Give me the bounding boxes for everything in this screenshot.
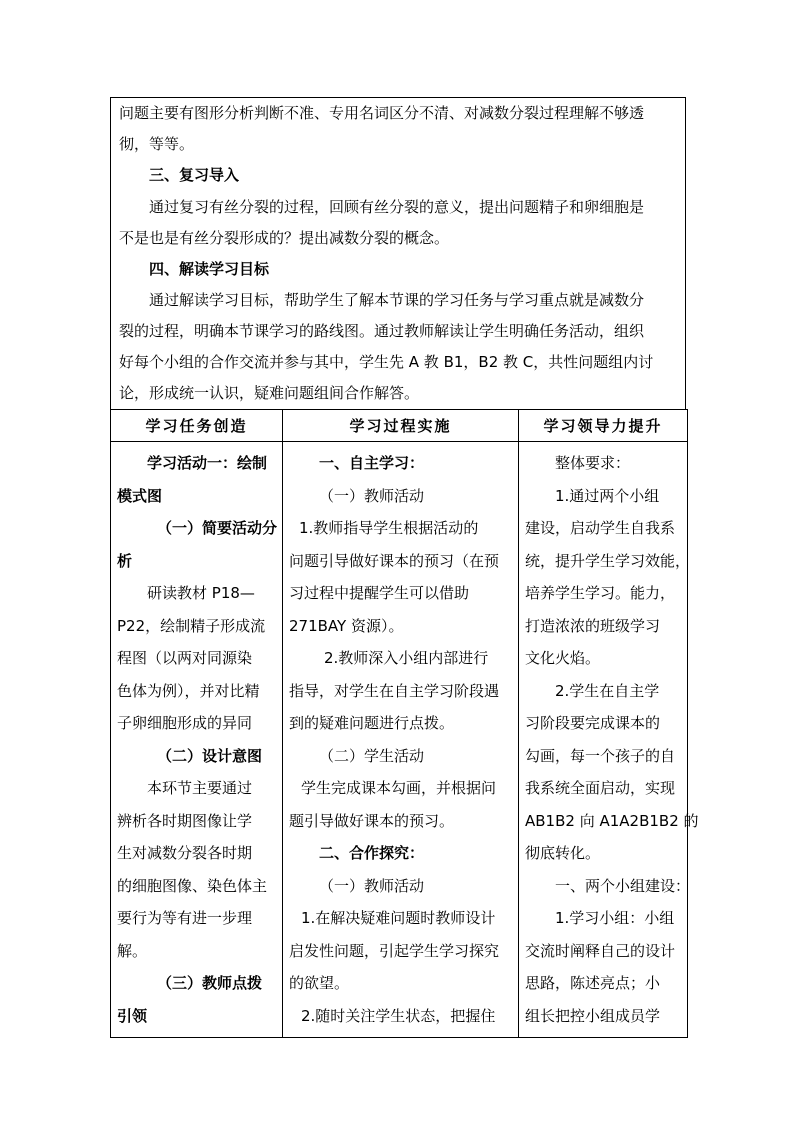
col2-line: 2.随时关注学生状态，把握住 [301,1006,496,1025]
col3-line: 整体要求： [555,454,631,472]
col2-line: 271BAY 资源）。 [289,616,404,635]
col3-line: 一、两个小组建设： [555,876,691,895]
goals-line: 裂的过程，明确本节课学习的路线图。通过教师解读让学生明确任务活动，组织 [119,322,645,340]
col2-line: 指导，对学生在自主学习阶段遇 [289,681,500,700]
header-leadership: 学习领导力提升 [519,410,688,442]
col3-line: 建设，启动学生自我系 [525,519,676,537]
col1-line: （二）设计意图 [157,746,263,765]
col1-line: 解。 [117,941,148,960]
col3-line: 习阶段要完成课本的 [525,714,661,732]
col3-line: 思路，陈述亮点；小 [525,974,661,992]
review-line: 不是也是有丝分裂形成的？提出减数分裂的概念。 [119,229,450,247]
col3-line: 1.通过两个小组 [555,486,660,505]
col1-line: 辨析各时期图像让学 [117,811,253,830]
col2-line: 1.教师指导学生根据活动的 [299,519,479,537]
col2-line: （一）教师活动 [319,876,425,895]
col3-line: 组长把控小组成员学 [525,1006,661,1025]
goals-line: 通过解读学习目标，帮助学生了解本节课的学习任务与学习重点就是减数分 [149,291,645,309]
col2-line: （二）学生活动 [319,746,425,765]
col2-line: 启发性问题，引起学生学习探究 [289,941,500,960]
col1-line: （一）简要活动分 [157,519,278,537]
col3-line: 1.学习小组：小组 [555,909,675,927]
col1-line: P22，绘制精子形成流 [117,616,266,635]
col3-line: 统，提升学生学习效能， [525,551,691,570]
column-task-creation [111,442,283,1038]
col1-line: 色体为例），并对比精 [117,681,260,700]
col3-line: 勾画，每一个孩子的自 [525,746,676,765]
col1-line: 研读教材 P18— [147,584,255,602]
lesson-table [110,409,699,1038]
col1-line: 程图（以两对同源染 [117,649,253,667]
col3-line: 培养学生学习。能力， [525,584,676,602]
col2-line: 题引导做好课本的预习。 [289,811,455,830]
col1-line: 子卵细胞形成的异同 [117,714,253,732]
col3-line: 打造浓浓的班级学习 [525,616,661,635]
review-line: 通过复习有丝分裂的过程，回顾有丝分裂的意义，提出问题精子和卵细胞是 [149,198,645,216]
col3-line: 我系统全面启动，实现 [525,779,676,797]
col1-line: 的细胞图像、染色体主 [117,876,268,895]
col1-line: 要行为等有进一步理 [117,909,253,927]
col2-line: 1.在解决疑难问题时教师设计 [301,909,496,927]
col3-line: 交流时阐释自己的设计 [525,941,676,960]
col3-line: 2.学生在自主学 [555,681,660,700]
goals-line: 论，形成统一认识，疑难问题组间合作解答。 [119,384,420,402]
col1-line: （三）教师点拨 [157,974,263,992]
column-process [283,442,519,1038]
col2-line: 一、自主学习： [319,454,425,472]
col2-line: 习过程中提醒学生可以借助 [289,584,470,602]
col2-line: 到的疑难问题进行点拨。 [289,714,455,732]
col3-line: 彻底转化。 [525,844,601,862]
col1-line: 学习活动一：绘制 [147,454,268,472]
col2-line: 问题引导做好课本的预习（在预 [289,551,500,570]
section-title-goals: 四、解读学习目标 [149,260,270,278]
col1-line: 引领 [117,1006,148,1025]
col2-line: 的欲望。 [289,974,350,992]
col3-line: 文化火焰。 [525,649,601,667]
col1-line: 模式图 [117,486,163,505]
column-leadership [519,442,699,1038]
intro-line: 彻，等等。 [119,135,195,153]
col2-line: 2.教师深入小组内部进行 [324,649,489,667]
section-title-review: 三、复习导入 [149,166,240,184]
col1-line: 本环节主要通过 [147,779,253,797]
header-process: 学习过程实施 [283,410,519,442]
col1-line: 析 [117,551,133,570]
intro-section [110,97,686,409]
col2-line: 学生完成课本勾画，并根据问 [301,779,497,797]
col2-line: 二、合作探究： [319,844,425,862]
col1-line: 生对减数分裂各时期 [117,844,253,862]
goals-line: 好每个小组的合作交流并参与其中，学生先 A 教 B1，B2 教 C，共性问题组内讨 [119,353,654,371]
col3-line: AB1B2 向 A1A2B1B2 的 [525,811,699,830]
intro-line: 问题主要有图形分析判断不准、专用名词区分不清、对减数分裂过程理解不够透 [119,104,645,122]
header-task-creation: 学习任务创造 [111,410,283,442]
col2-line: （一）教师活动 [319,486,425,505]
